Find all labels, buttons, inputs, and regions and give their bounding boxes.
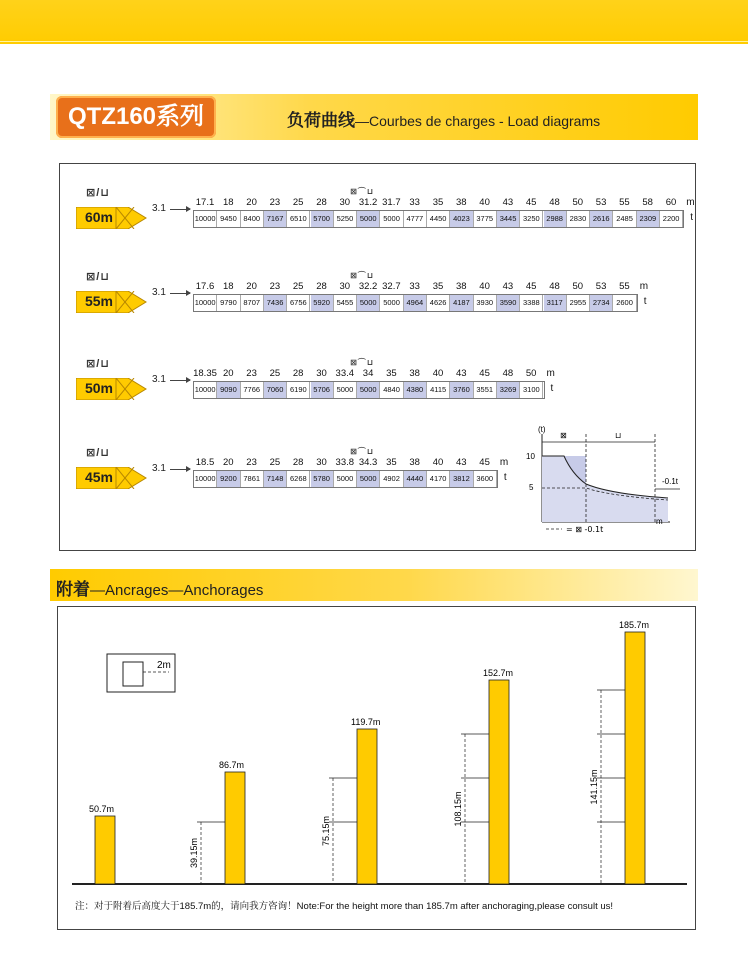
tower-height-label: 185.7m — [619, 620, 650, 630]
radius-value: 50 — [525, 368, 537, 379]
hook-switch-icon: ⊠⌒⊔ — [350, 271, 375, 280]
anchorage-diagram — [57, 606, 696, 930]
title-cn: 负荷曲线 — [287, 111, 355, 130]
capacity-value: 5000 — [357, 211, 380, 227]
capacity-unit: t — [503, 472, 507, 483]
radius-value: 48 — [502, 368, 514, 379]
radius-value: 35 — [386, 457, 397, 468]
radius-value: 28 — [316, 281, 327, 292]
tower-mast — [357, 729, 377, 884]
jib-length-badge — [76, 378, 148, 400]
capacity-value: 3930 — [474, 295, 497, 311]
radius-value: 45 — [525, 281, 537, 292]
radius-value: 30 — [316, 457, 327, 468]
radius-value: 20 — [223, 368, 234, 379]
capacity-value: 3760 — [450, 382, 473, 398]
load-row-55m — [193, 281, 638, 312]
capacity-value: 2200 — [660, 211, 683, 227]
radius-value: 38 — [456, 197, 467, 208]
radius-value: 18 — [223, 281, 234, 292]
jib-length-badge — [76, 467, 148, 489]
jib-length: 55m — [84, 293, 114, 309]
radius-value: 58 — [642, 197, 653, 208]
capacity-value: 10000 — [194, 295, 217, 311]
chart-y-tick-10: 10 — [526, 452, 535, 461]
tower-2 — [189, 760, 245, 884]
capacity-value: 7167 — [264, 211, 287, 227]
capacity-value: 3590 — [497, 295, 520, 311]
capacity-value: 5000 — [357, 471, 380, 487]
radius-value: 50 — [572, 281, 584, 292]
capacity-value: 5706 — [311, 382, 334, 398]
radius-value: 48 — [549, 281, 560, 292]
svg-text:⊔: ⊔ — [615, 431, 622, 440]
capacity-value: 9790 — [217, 295, 240, 311]
radius-value: 33.8 — [335, 457, 355, 468]
radius-value: 20 — [246, 281, 257, 292]
load-row-60m — [193, 197, 684, 228]
capacity-value: 4777 — [404, 211, 427, 227]
jib-length-badge — [76, 207, 148, 229]
tower-height-label: 119.7m — [351, 717, 381, 727]
tower-dimension-label: 141.15m — [589, 769, 599, 805]
tower-dimension-label: 75.15m — [321, 815, 331, 847]
radius-value: 30 — [316, 368, 327, 379]
radius-value: 45 — [525, 197, 537, 208]
capacity-value: 3812 — [450, 471, 473, 487]
anchorage-title — [56, 575, 263, 600]
capacity-unit: t — [643, 296, 647, 307]
capacity-value: 3269 — [497, 382, 520, 398]
jib-length-badge — [76, 291, 148, 313]
capacity-unit: t — [550, 383, 554, 394]
radius-value: 33.4 — [335, 368, 355, 379]
capacity-value: 4187 — [450, 295, 473, 311]
radius-value: 31.2 — [358, 197, 378, 208]
radius-unit: m — [499, 457, 509, 468]
radius-value: 28 — [292, 457, 304, 468]
radius-value: 32.7 — [382, 281, 401, 292]
capacity-value: 7148 — [264, 471, 287, 487]
radius-value: 25 — [269, 457, 281, 468]
capacity-value: 7861 — [241, 471, 264, 487]
capacity-value: 3250 — [520, 211, 543, 227]
capacity-value: 9200 — [217, 471, 240, 487]
radius-value: 25 — [269, 368, 281, 379]
capacity-value: 6190 — [287, 382, 310, 398]
hook-icons: ⊠/⊔ — [86, 271, 111, 283]
tower-height-label: 86.7m — [219, 760, 245, 770]
radius-unit: m — [686, 197, 695, 208]
capacity-value: 5000 — [380, 211, 403, 227]
tower-height-label: 50.7m — [89, 804, 115, 814]
radius-value: 40 — [479, 197, 490, 208]
chart-legend: = ⊠ -0.1t — [566, 525, 604, 534]
capacity-value: 8707 — [241, 295, 264, 311]
radius-value: 43 — [456, 368, 467, 379]
capacity-value: 6756 — [287, 295, 310, 311]
capacity-value: 2309 — [637, 211, 660, 227]
start-radius: 3.1 — [152, 463, 166, 474]
start-radius: 3.1 — [152, 374, 166, 385]
capacity-value: 8400 — [241, 211, 264, 227]
load-row-50m — [193, 368, 545, 399]
capacity-value: 3100 — [520, 382, 543, 398]
radius-value: 53 — [595, 197, 607, 208]
radius-value: 38 — [409, 457, 420, 468]
capacity-value: 9450 — [217, 211, 240, 227]
radius-value: 17.6 — [195, 281, 215, 292]
radius-value: 25 — [292, 281, 304, 292]
radius-value: 50 — [572, 197, 584, 208]
radius-value: 43 — [456, 457, 467, 468]
capacity-value: 9090 — [217, 382, 240, 398]
load-row-45m — [193, 457, 498, 488]
tower-mast — [225, 772, 245, 884]
capacity-value: 4902 — [380, 471, 403, 487]
top-banner — [0, 0, 748, 44]
radius-value: 17.1 — [195, 197, 215, 208]
capacity-value: 4170 — [427, 471, 450, 487]
radius-value: 45 — [479, 368, 490, 379]
radius-value: 31.7 — [382, 197, 401, 208]
hook-icons: ⊠/⊔ — [86, 447, 111, 459]
radius-value: 55 — [619, 197, 630, 208]
start-radius: 3.1 — [152, 287, 166, 298]
capacity-value: 5250 — [334, 211, 357, 227]
radius-value: 23 — [246, 457, 257, 468]
capacity-value: 5000 — [334, 382, 357, 398]
capacity-value: 3551 — [474, 382, 497, 398]
radius-value: 60 — [665, 197, 677, 208]
capacity-value: 2616 — [590, 211, 613, 227]
capacity-value: 2485 — [613, 211, 636, 227]
capacity-value: 4023 — [450, 211, 473, 227]
capacity-value: 2600 — [613, 295, 636, 311]
anchorage-note: 注：对于附着后高度大于185.7m的，请向我方咨询！Note:For the height more than 185.7m after anchoraging,please consult us! — [75, 901, 614, 912]
capacity-value: 3388 — [520, 295, 543, 311]
hook-icons: ⊠/⊔ — [86, 187, 111, 199]
capacity-value: 7436 — [264, 295, 287, 311]
radius-value: 23 — [246, 368, 257, 379]
radius-value: 38 — [456, 281, 467, 292]
tower-5 — [589, 620, 649, 884]
radius-value: 40 — [432, 457, 444, 468]
radius-unit: m — [546, 368, 555, 379]
capacity-value: 7766 — [241, 382, 264, 398]
tower-height-label: 152.7m — [483, 668, 514, 678]
capacity-value: 4380 — [404, 382, 427, 398]
header-title — [287, 106, 600, 131]
anchorage-title-cn: 附着 — [56, 580, 90, 599]
start-radius: 3.1 — [152, 203, 166, 214]
radius-value: 33 — [409, 281, 420, 292]
capacity-value: 10000 — [194, 382, 217, 398]
radius-value: 34 — [362, 368, 374, 379]
capacity-value: 2955 — [567, 295, 590, 311]
capacity-value: 2830 — [567, 211, 590, 227]
load-curve-chart — [520, 422, 690, 536]
tower-dimension-label: 108.15m — [453, 791, 463, 827]
radius-value: 23 — [269, 281, 281, 292]
radius-value: 33 — [409, 197, 420, 208]
tower-mast — [489, 680, 509, 884]
capacity-value: 4115 — [427, 382, 450, 398]
radius-value: 28 — [316, 197, 327, 208]
chart-y-unit: (t) — [538, 425, 546, 434]
radius-value: 35 — [432, 197, 444, 208]
capacity-unit: t — [690, 212, 694, 223]
radius-value: 23 — [269, 197, 281, 208]
tower-3 — [321, 717, 380, 884]
capacity-value: 3600 — [474, 471, 497, 487]
capacity-value: 5920 — [311, 295, 334, 311]
capacity-value: 5700 — [311, 211, 334, 227]
capacity-value: 2734 — [590, 295, 613, 311]
capacity-value: 4450 — [427, 211, 450, 227]
capacity-value: 5455 — [334, 295, 357, 311]
chart-x-unit: m — [656, 517, 663, 526]
capacity-value: 10000 — [194, 471, 217, 487]
capacity-value: 5000 — [357, 382, 380, 398]
radius-value: 45 — [479, 457, 490, 468]
capacity-value: 5000 — [380, 295, 403, 311]
hook-switch-icon: ⊠⌒⊔ — [350, 447, 375, 456]
radius-value: 35 — [386, 368, 397, 379]
title-en: —Courbes de charges - Load diagrams — [355, 113, 601, 129]
hook-switch-icon: ⊠⌒⊔ — [350, 358, 375, 367]
radius-value: 55 — [619, 281, 630, 292]
radius-value: 40 — [479, 281, 490, 292]
radius-value: 38 — [409, 368, 420, 379]
hook-switch-icon: ⊠⌒⊔ — [350, 187, 375, 196]
radius-value: 20 — [246, 197, 257, 208]
radius-value: 43 — [502, 197, 514, 208]
radius-value: 35 — [432, 281, 444, 292]
capacity-value: 4626 — [427, 295, 450, 311]
capacity-value: 4840 — [380, 382, 403, 398]
capacity-value: 3117 — [544, 295, 567, 311]
tower-1 — [89, 804, 115, 884]
towers — [89, 620, 649, 884]
radius-value: 34.3 — [358, 457, 378, 468]
capacity-value: 3775 — [474, 211, 497, 227]
series-badge: QTZ160系列 — [56, 96, 216, 138]
radius-value: 25 — [292, 197, 304, 208]
radius-value: 30 — [339, 281, 351, 292]
radius-value: 18.35 — [193, 368, 217, 379]
radius-value: 40 — [432, 368, 444, 379]
radius-value: 32.2 — [358, 281, 378, 292]
tower-4 — [453, 668, 513, 884]
spacing-label: 2m — [157, 660, 171, 671]
capacity-value: 3445 — [497, 211, 520, 227]
capacity-value: 5000 — [357, 295, 380, 311]
radius-value: 20 — [223, 457, 234, 468]
capacity-value: 6268 — [287, 471, 310, 487]
tower-mast — [625, 632, 645, 884]
radius-value: 43 — [502, 281, 514, 292]
hook-icons: ⊠/⊔ — [86, 358, 111, 370]
capacity-value: 4440 — [404, 471, 427, 487]
svg-text:⊠: ⊠ — [560, 431, 567, 440]
radius-value: 18 — [223, 197, 234, 208]
tower-dimension-label: 39.15m — [189, 837, 199, 869]
capacity-value: 5780 — [311, 471, 334, 487]
chart-offset-label: -0.1t — [662, 477, 679, 486]
chart-y-tick-5: 5 — [529, 483, 534, 492]
radius-value: 53 — [595, 281, 607, 292]
capacity-value: 2988 — [544, 211, 567, 227]
capacity-value: 10000 — [194, 211, 217, 227]
radius-value: 48 — [549, 197, 560, 208]
radius-unit: m — [639, 281, 649, 292]
jib-length: 45m — [84, 469, 114, 485]
capacity-value: 5000 — [334, 471, 357, 487]
capacity-value: 7060 — [264, 382, 287, 398]
radius-value: 28 — [292, 368, 304, 379]
jib-length: 50m — [84, 380, 114, 396]
jib-length: 60m — [84, 209, 114, 225]
tower-mast — [95, 816, 115, 884]
radius-value: 18.5 — [195, 457, 215, 468]
radius-value: 30 — [339, 197, 351, 208]
anchorage-title-en: —Ancrages—Anchorages — [90, 582, 264, 599]
capacity-value: 4964 — [404, 295, 427, 311]
capacity-value: 6510 — [287, 211, 310, 227]
